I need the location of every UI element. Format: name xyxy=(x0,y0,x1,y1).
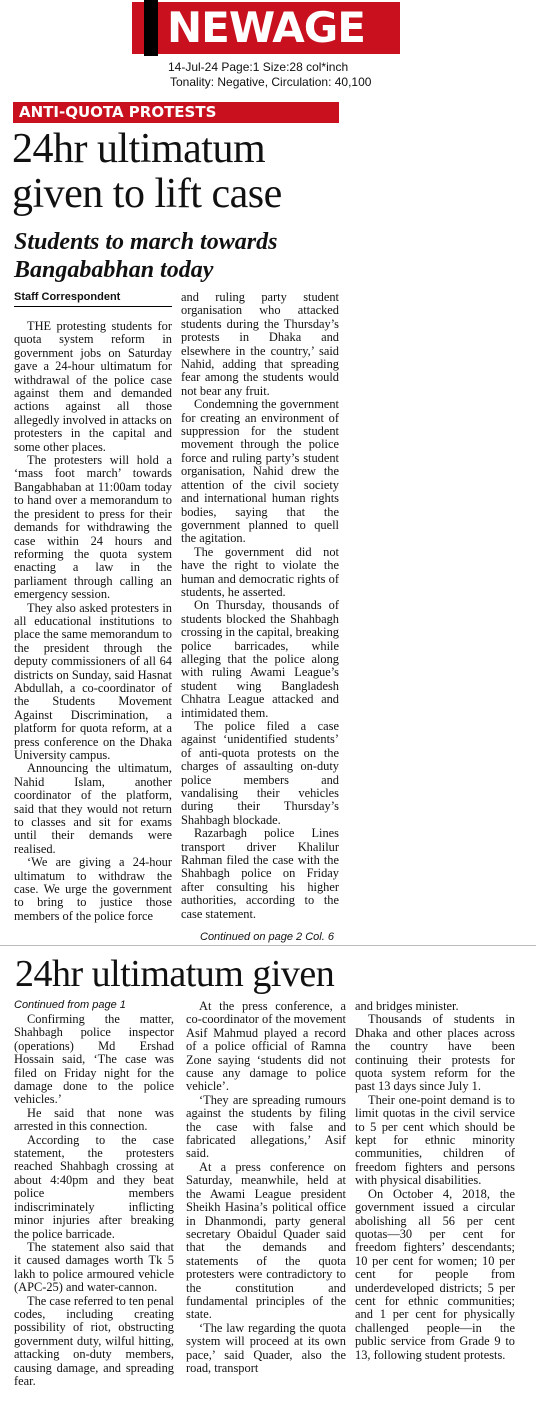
paragraph: Condemning the government for creating an environment of suppression for the student movement through the police force and ruling party’s student organisation, Nahid drew the attention of the civil society and international human rights bodies, saying that the government planned to quell the agitation. xyxy=(181,397,339,546)
paragraph: The protesters will hold a ‘mass foot march’ towards Bangabhaban at 11:00am today to hand over a memorandum to the president to press for their demands for withdrawing the case within 24 hours and reforming the quota system enacting a law in the parliament through calling an emergency session. xyxy=(14,453,172,602)
continuation-column-1 xyxy=(14,1013,174,1388)
paragraph: ‘We are giving a 24-hour ultimatum to withdraw the case. We urge the government to bring to justice those members of the police force xyxy=(14,855,172,923)
paragraph: ‘The law regarding the quota system will proceed at its own pace,’ said Quader, also the road, transport xyxy=(186,1320,346,1375)
continuation-headline: 24hr ultimatum given xyxy=(15,953,335,995)
paragraph: THE protesting students for quota system reform in government jobs on Saturday gave a 24-hour ultimatum for withdrawal of the police case against them and demanded actions against all those allegedly involved in attacks on protesters in the capital and some other places. xyxy=(14,319,172,454)
continued-note: Continued on page 2 Col. 6 xyxy=(200,931,334,943)
paragraph: Announcing the ultimatum, Nahid Islam, another coordinator of the platform, said that they would not return to classes and sit for exams until their demands were realised. xyxy=(14,761,172,856)
clip-divider xyxy=(0,945,536,946)
byline: Staff Correspondent xyxy=(14,291,121,303)
paragraph: At a press conference on Saturday, meanwhile, held at the Awami League president Sheikh Hasina’s political office in Dhanmondi, party general secretary Obaidul Quader said that the demands and statements of the quota protesters were contradictory to the constitution and fundamental principles of the state. xyxy=(186,1159,346,1322)
continuation-column-2 xyxy=(186,1000,346,1375)
paragraph: and bridges minister. xyxy=(355,999,459,1013)
paragraph: The government did not have the right to violate the human and democratic rights of students, he asserted. xyxy=(181,544,339,599)
section-kicker: ANTI-QUOTA PROTESTS xyxy=(13,102,339,123)
paragraph: The statement also said that it caused damages worth Tk 5 lakh to police armoured vehicle (APC-25) and water-cannon. xyxy=(14,1239,174,1295)
paragraph: On Thursday, thousands of students blocked the Shahbagh crossing in the capital, breaking police barricades, while alleging that the police along with ruling Awami League’s student wing Bangladesh Chhatra League attacked and intimidated them. xyxy=(181,598,339,720)
masthead-logo: NEWAGE xyxy=(167,3,365,52)
paragraph: They also asked protesters in all educational institutions to place the same memorandum to the president through the deputy commissioners of all 64 districts on Sunday, said Hasnat Abdullah, a co-coordinator of the Students Movement Against Discrimination, a platform for quota reform, at a press conference on the Dhaka University campus. xyxy=(14,600,172,762)
clip-meta-line2: Tonality: Negative, Circulation: 40,100 xyxy=(170,75,372,89)
paragraph: The case referred to ten penal codes, including creating possibility of riot, obstructing government duty, wilful hitting, attacking on-duty members, causing damage, and spreading fear. xyxy=(14,1293,174,1388)
paragraph: On October 4, 2018, the government issued a circular abolishing all 56 per cent quotas—30 per cent for freedom fighters’ descendants; 10 per cent for women; 10 per cent for people from underdeveloped districts; 5 per cent for ethnic communities; and 1 per cent for physically challenged people—in the public service from Grade 9 to 13, following student protests. xyxy=(355,1186,515,1362)
article-headline: 24hr ultimatum given to lift case xyxy=(12,126,282,217)
paragraph: ‘They are spreading rumours against the students by filing the case with false and fabricated allegations,’ Asif said. xyxy=(186,1092,346,1161)
article-subheadline: Students to march towards Bangababhan today xyxy=(14,229,278,283)
paragraph: Thousands of students in Dhaka and other places across the country have been continuing their protests for quota system reform for the past 13 days since July 1. xyxy=(355,1012,515,1094)
paragraph: Razarbagh police Lines transport driver Khalilur Rahman filed the case with the Shahbagh police on Friday after consulting his higher authorities, according to the case statement. xyxy=(181,826,339,921)
article-column-1 xyxy=(14,320,172,923)
continuation-column-3 xyxy=(355,1000,515,1362)
paragraph: The police filed a case against ‘unidentified students’ of anti-quota protests on the charges of assaulting on-duty police members and vandalising their vehicles during their Thursday’s Shahbagh blockade. xyxy=(181,719,339,827)
clip-meta-line1: 14-Jul-24 Page:1 Size:28 col*inch xyxy=(168,60,349,74)
paragraph: He said that none was arrested in this connection. xyxy=(14,1105,174,1134)
paragraph: and ruling party student organisation who attacked students during the Thursday’s protests in Dhaka and elsewhere in the country,’ said Nahid, adding that spreading fear among the students would not bear any fruit. xyxy=(181,290,339,398)
paragraph: Their one-point demand is to limit quotas in the civil service to 5 per cent which should be kept for ethnic minority communities, children of freedom fighters and persons with physical disabilities. xyxy=(355,1092,515,1188)
paragraph: Confirming the matter, Shahbagh police inspector (operations) Md Ershad Hossain said, ‘The case was filed on Friday night for the damage done to the police vehicles.’ xyxy=(14,1012,174,1107)
article-column-2 xyxy=(181,291,339,921)
paragraph: At the press conference, a co-coordinator of the movement Asif Mahmud played a record of a police official of Ramna Zone saying ‘students did not cause any damage to police vehicle’. xyxy=(186,999,346,1094)
byline-rule xyxy=(14,306,172,307)
paragraph: According to the case statement, the protesters reached Shahbagh crossing at about 4:40pm and they beat police members indiscriminately inflicting minor injuries after breaking the police barricade. xyxy=(14,1132,174,1241)
continued-from-note: Continued from page 1 xyxy=(14,999,126,1011)
